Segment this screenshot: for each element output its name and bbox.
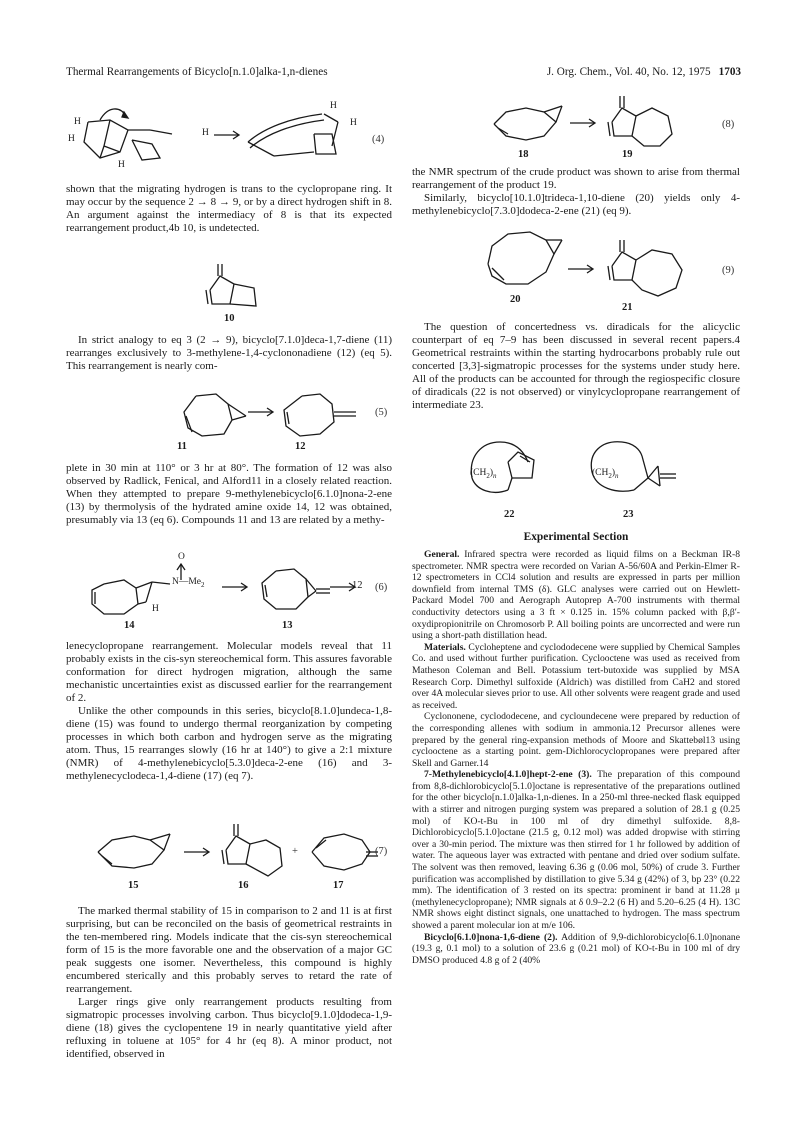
compound-22-ring-label: $(CH_2)_n$ [470,468,497,480]
equation-number-9: (9) [722,265,735,276]
running-header-journal [547,66,741,78]
equation-number-8: (8) [722,119,735,130]
left-paragraph-1 [66,183,392,235]
right-text-1: the NMR spectrum of the crude product was shown to arise from thermal rearrangement of the product 19. [412,166,740,191]
eq6-oxygen: O [178,552,185,562]
compound-13-structure [254,565,334,615]
eq4-h-left2: H [68,134,75,144]
left-text-7: Larger rings give only rearrangement products resulting from sigmatropic processes involving carbon. Thus bicyclo[9.1.0]dodeca-1,9-diene (18) gives the cyclopentene 19 in nearly quantitative yield after refluxing in toluene at 105° for 4 hr (eq 8). A minor product, not identified, observed in [66,996,392,1060]
compound-label-21: 21 [622,302,633,313]
eq4-h-left1: H [74,117,81,127]
left-text-4: lenecyclopropane rearrangement. Molecular models reveal that 11 probably exists in the cis-syn stereochemical form. This assures favorable conformation for direct hydrogen migration, although the same mechanistic uncertainties exist as discussed earlier for the rearrangement of 2. [66,640,392,704]
materials-lead: Materials. [424,641,466,653]
compound-label-22: 22 [504,509,515,520]
compound-3-lead: 7-Methylenebicyclo[4.1.0]hept-2-ene (3). [424,769,592,781]
equation-number-5: (5) [375,407,388,418]
left-text-5: Unlike the other compounds in this series, bicyclo[8.1.0]undeca-1,8-diene (15) was found to undergo thermal reorganization by competing processes in which both carbon and hydrogen serve as the migrating atom. Thus, 15 rearranges slowly (16 hr at 140°) to give a 2:1 mixture (NMR) of 4-methylenebicyclo[5.3.0]deca-2-ene (16) and 3-methylenecyclodeca-1,4-diene (17) (eq 7). [66,705,392,782]
compound-2-paragraph [412,932,740,967]
compound-2-text: Addition of 9,9-dichlorobicyclo[6.1.0]nonane (19.3 g, 0.1 mol) to a solution of 23.6 g (0.21 mol) of KO-t-Bu in 100 ml of dry DMSO produced 4.8 g of 2 (40% [412,931,740,966]
general-text: Infrared spectra were recorded as liquid films on a Beckman IR-8 spectrometer. NMR spectra were recorded on Varian A-56/60A and Perkin-Elmer R-12 spectrometers in CCl4 solution and results are expressed in parts per million downfield from internal TMS (δ). GLC analyses were carried out on Hewlett-Packard Model 700 and Aerograph Autoprep A-700 instruments with thermal conductivity detectors using a 3 ft × 0.125 in. 15% column packed with β,β′-oxydipropionitrile on Chromosorb P. All boiling points are uncorrected and were run using a short-path distillation head. [412,549,740,642]
compound-label-10: 10 [224,313,235,324]
right-paragraph-1 [412,166,740,218]
left-text-3: plete in 30 min at 110° or 3 hr at 80°. The formation of 12 was also observed by Radlick, Fenical, and Alford11 in a closely related reaction. When they attempted to prepare 9-methylenebicyclo[6.1.0]nona-2-ene (13) by thermolysis of the hydrated amine oxide 14, 12 was obtained, presumably via 13 (eq 6). Compounds 11 and 13 are related by a methy- [66,462,392,526]
eq5-arrow [246,407,276,417]
left-paragraph-3 [66,462,392,527]
ring-label-23-text: (CH [592,468,609,478]
materials-paragraph [412,642,740,712]
eq7-arrow [182,847,212,857]
left-text-2: In strict analogy to eq 3 (2 → 9), bicyclo[7.1.0]deca-1,7-diene (11) rearranges exclusively to 3-methylene-1,4-cyclononadiene (12) (eq 5). This rearrangement is nearly com- [66,334,392,372]
compound-19-structure [598,94,678,152]
experimental-body [412,549,740,966]
eq4-h-right-top: H [330,101,337,111]
right-text-3: The question of concertedness vs. diradicals for the alicyclic counterpart of eq 7–9 has been discussed in several recent papers.4 Geometrical restraints within the starting hydrocarbons probably rule out concerted [3,3]-sigmatropic processes for the systems under study here. All of the products can be accounted for through the regiospecific closure of diradicals (22 is not observed) or vinylcyclopropane rearrangement of intermediate 23. [412,321,740,411]
compound-label-17: 17 [333,880,344,891]
compound-14-structure [80,562,210,622]
compound-label-20: 20 [510,294,521,305]
compound-label-16: 16 [238,880,249,891]
section-heading-experimental: Experimental Section [523,531,629,543]
eq4-product-structure [244,104,354,166]
running-header-title: Thermal Rearrangements of Bicyclo[n.1.0]alka-1,n-dienes [66,66,328,78]
equation-number-4: (4) [372,134,385,145]
compound-15-structure [90,830,180,874]
left-text-1: shown that the migrating hydrogen is trans to the cyclopropane ring. It may occur by the sequence 2 → 8 → 9, or by a direct hydrogen shift in 8. An argument against the intermediacy of 8 is that its expected rearrangement product,4b 10, is undetected. [66,183,392,234]
eq4-h-right: H [350,118,357,128]
left-text-6: The marked thermal stability of 15 in comparison to 2 and 11 is at first surprising, but can be reconciled on the basis of geometrical restraints in the ten-membered ring. Models indicate that the cis-syn stereochemical form of 15 is the more favorable one and the observation of a major GC peak suggests one isomer. Nevertheless, this compound is highly encumbered sterically and this probably serves to retard the rate of rearrangement. [66,905,392,995]
compound-16-structure [212,822,292,880]
equation-number-7: (7) [375,846,388,857]
eq6-product-12: 12 [352,580,363,591]
compound-label-18: 18 [518,149,529,160]
general-paragraph [412,549,740,642]
eq6-arrow-1 [220,582,250,592]
eq4-reactant-structure [70,100,180,170]
compound-20-structure [482,228,566,292]
eq6-amine [172,577,205,589]
compound-3-text: The preparation of this compound from 8,8-dichlorobicyclo[5.1.0]octane is representative of the preparations outlined for the other bicyclo[n.1.0]alka-1,n-dienes. In a 250-ml three-necked flask equipped with a stirrer and nitrogen purging system was prepared a solution of 28.1 g (0.25 mol) of KO-t-Bu in 100 ml of dry dimethyl sulfoxide. 8,8-Dichlorobicyclo[5.1.0]octane (21.5 g, 0.12 mol) was added dropwise with stirring over a 30-min period. The mixture was then stirred for 1 hr followed by addition of water. The aqueous layer was extracted with pentane and dried over sodium sulfate. The solvent was then removed, leaving 6.36 g (0.06 mol, 50%) of crude 3. Further purification was accomplished by distillation to give 5.34 g (42%) of 3, bp 23° (0.22 mm). The identification of 3 rested on its spectra: prominent ir band at 11.28 μ (methylenecyclopropane); NMR signals at δ 0.9–2.2 (6 H) and 5.20–6.25 (4 H). 13C NMR shows eight distinct signals, one unattached to hydrogen. The mass spectrum showed a parent molecular ion at m/e 106. [412,769,740,931]
compound-23-ring-label: $(CH_2)_n$ [592,468,619,480]
page-number: 1703 [718,66,741,78]
compound-label-14: 14 [124,620,135,631]
compound-label-13: 13 [282,620,293,631]
compound-18-structure [488,102,568,146]
eq4-h-mid: H [202,128,209,138]
eq6-amine-subscript: 2 [201,580,205,589]
compound-label-23: 23 [623,509,634,520]
general-lead: General. [424,549,460,560]
compound-21-structure [598,238,688,302]
compound-10-structure [196,262,268,312]
compound-12-structure [276,390,366,440]
compound-label-12: 12 [295,441,306,452]
compound-17-structure [304,830,380,874]
eq8-arrow [568,118,598,128]
compound-3-paragraph [412,769,740,931]
cyclononene-paragraph: Cyclononene, cyclododecene, and cycloundecene were prepared by reduction of the corresponding allenes with sodium in ammonia.12 Precursor allenes were prepared by the general ring-expansion methods of Moore and Skattebøl13 using cyclooctene as a starting point. gem-Dichlorocyclopropanes were prepared after Skell and Garner.14 [412,711,740,769]
left-paragraph-2 [66,334,392,373]
journal-citation: J. Org. Chem., Vol. 40, No. 12, 1975 [546,66,711,78]
compound-label-11: 11 [177,441,187,452]
right-paragraph-2 [412,321,740,412]
compound-11-structure [172,390,252,440]
left-paragraph-5 [66,905,392,1061]
compound-label-19: 19 [622,149,633,160]
eq4-arrow [212,130,242,140]
materials-text: Cycloheptene and cyclododecene were supplied by Chemical Samples Co. and used without further purification. Cyclooctene was used as received from Matheson Coleman and Bell. Potassium tert-butoxide was supplied by MSA Research Corp. Dimethyl sulfoxide (Aldrich) was distilled from CaH2 and stored over 4A molecular sieves prior to use. All other solvents were reagent grade and used as received. [412,641,740,711]
right-text-2: Similarly, bicyclo[10.1.0]trideca-1,10-diene (20) yields only 4-methylenebicyclo[7.3.0]dodeca-2-ene (21) (eq 9). [412,192,740,217]
ring-label-22-text: (CH [470,468,487,478]
eq7-plus: + [292,846,298,857]
compound-label-15: 15 [128,880,139,891]
eq6-amine-text: N—Me [172,577,202,587]
eq9-arrow [566,264,596,274]
compound-2-lead: Bicyclo[6.1.0]nona-1,6-diene (2). [424,931,558,943]
eq4-h-bottom: H [118,160,125,170]
equation-number-6: (6) [375,582,388,593]
left-paragraph-4 [66,640,392,783]
eq6-hydrogen: H [152,604,159,614]
